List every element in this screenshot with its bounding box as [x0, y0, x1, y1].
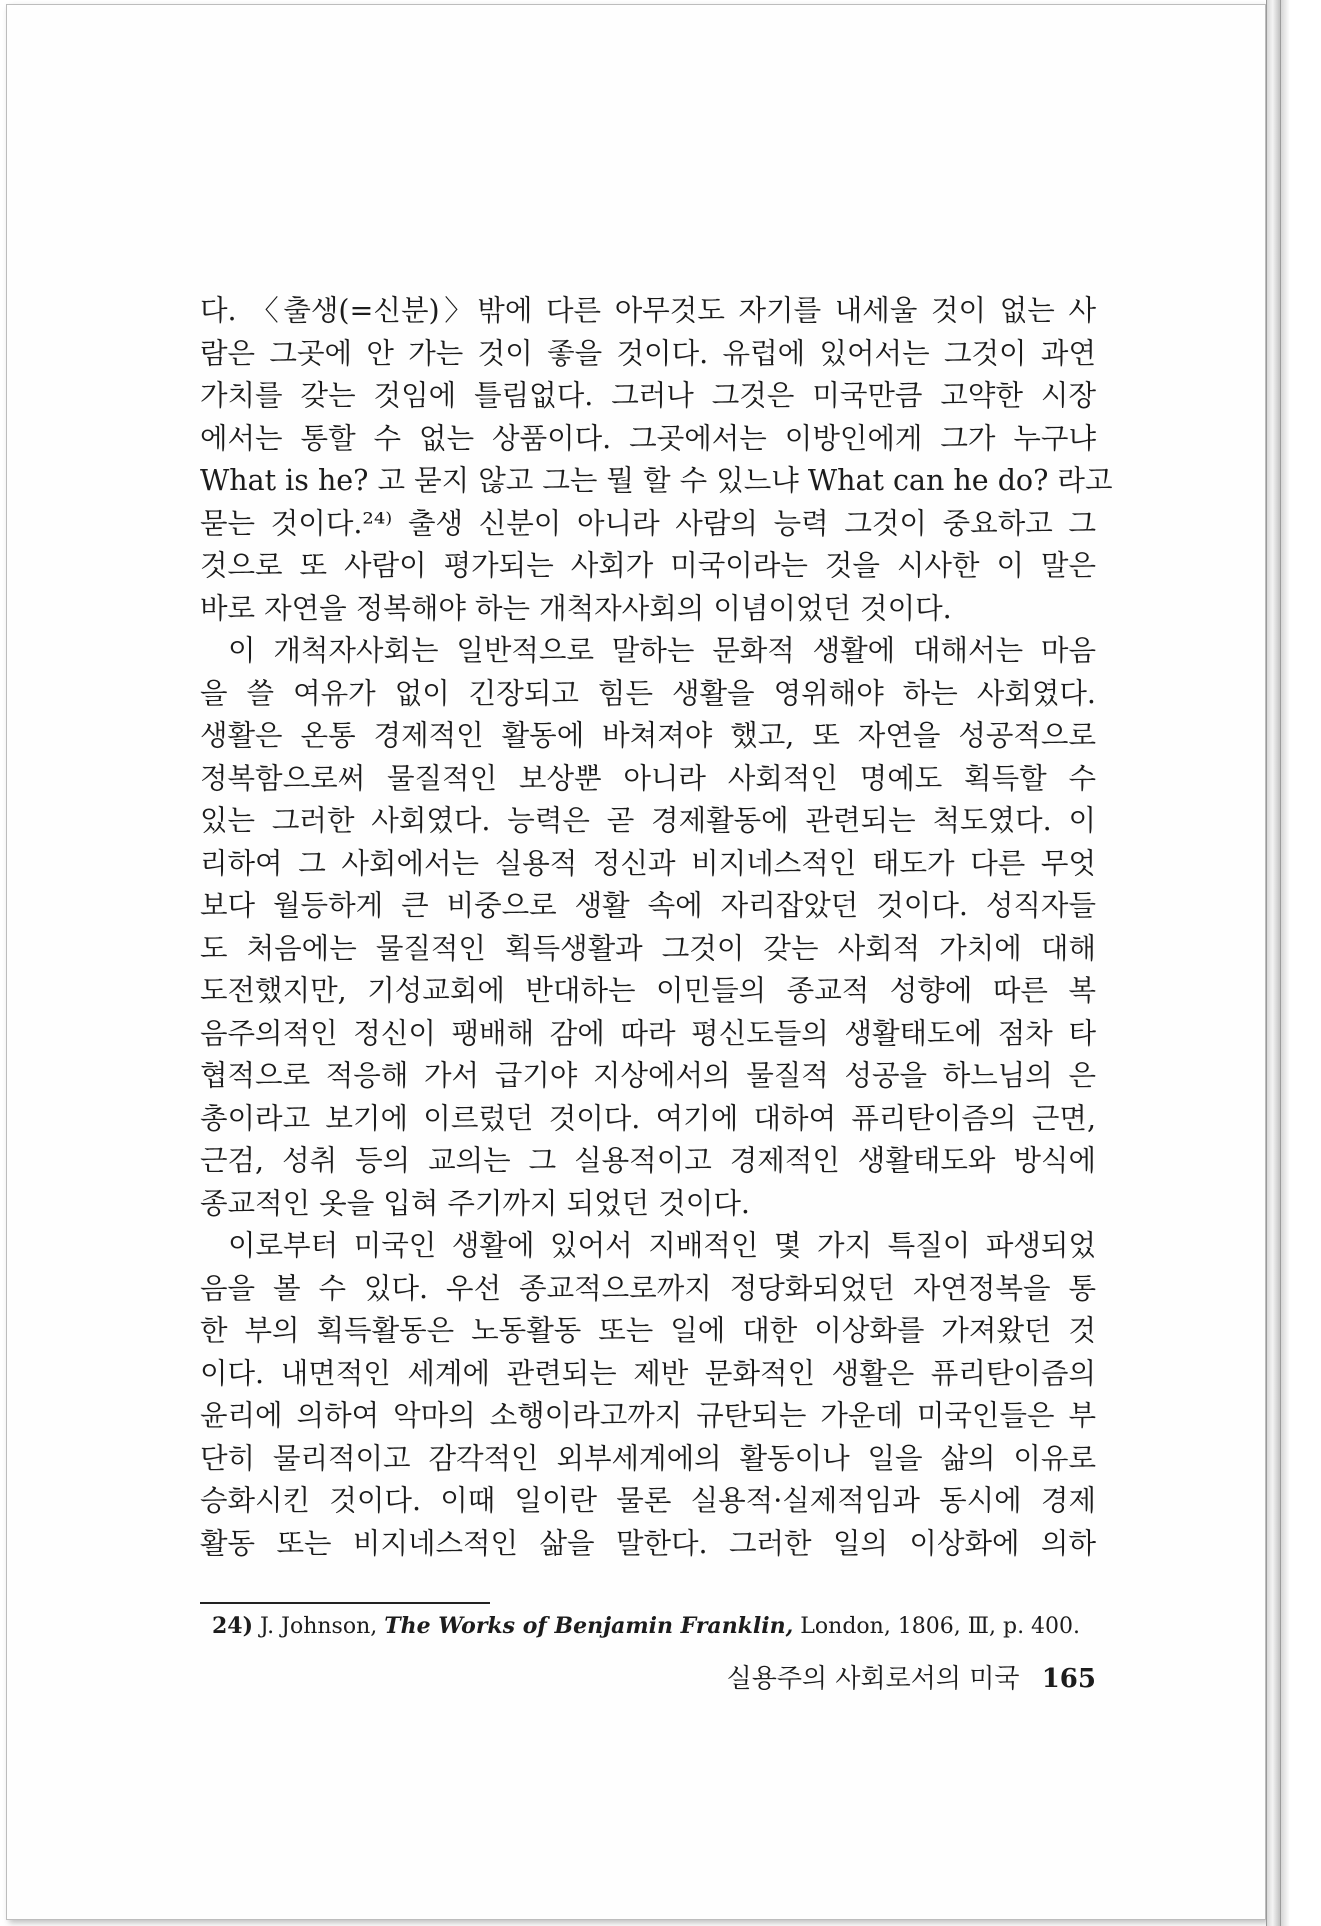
- footnote-title: The Works of Benjamin Franklin,: [384, 1613, 794, 1639]
- running-footer: [700, 1662, 1096, 1696]
- text-line: 묻는 것이다.²⁴⁾ 출생 신분이 아니라 사람의 능력 그것이 중요하고 그: [200, 506, 1096, 540]
- text-line: 이로부터 미국인 생활에 있어서 지배적인 몇 가지 특질이 파생되었: [228, 1229, 1096, 1262]
- text-line: 총이라고 보기에 이르렀던 것이다. 여기에 대하여 퓨리탄이즘의 근면,: [200, 1101, 1096, 1135]
- text-line: 보다 월등하게 큰 비중으로 생활 속에 자리잡았던 것이다. 성직자들: [200, 889, 1096, 922]
- text-line: 윤리에 의하여 악마의 소행이라고까지 규탄되는 가운데 미국인들은 부: [200, 1399, 1096, 1432]
- text-line: 정복함으로써 물질적인 보상뿐 아니라 사회적인 명예도 획득할 수: [200, 761, 1096, 795]
- text-line: 을 쓸 여유가 없이 긴장되고 힘든 생활을 영위해야 하는 사회였다.: [200, 676, 1096, 710]
- text-line: 도전했지만, 기성교회에 반대하는 이민들의 종교적 성향에 따른 복: [200, 974, 1096, 1007]
- text-line: 이 개척자사회는 일반적으로 말하는 문화적 생활에 대해서는 마음: [228, 634, 1096, 667]
- text-line: 근검, 성취 등의 교의는 그 실용적이고 경제적인 생활태도와 방식에: [200, 1144, 1096, 1177]
- text-line: 협적으로 적응해 가서 급기야 지상에서의 물질적 성공을 하느님의 은: [200, 1059, 1096, 1092]
- text-line: 활동 또는 비지네스적인 삶을 말한다. 그러한 일의 이상화에 의하: [200, 1526, 1096, 1560]
- text-line: 생활은 온통 경제적인 활동에 바쳐져야 했고, 또 자연을 성공적으로: [200, 719, 1096, 752]
- page-edge-spine: [1266, 0, 1281, 1926]
- text-line: 가치를 갖는 것임에 틀림없다. 그러나 그것은 미국만큼 고약한 시장: [200, 379, 1096, 412]
- text-line: 에서는 통할 수 없는 상품이다. 그곳에서는 이방인에게 그가 누구냐: [200, 421, 1096, 455]
- text-line: What is he? 고 묻지 않고 그는 뭘 할 수 있느냐 What can he do? 라고: [200, 464, 1113, 497]
- page-number: 165: [1041, 1664, 1096, 1694]
- text-line: 승화시킨 것이다. 이때 일이란 물론 실용적·실제적임과 동시에 경제: [200, 1484, 1096, 1517]
- running-title: 실용주의 사회로서의 미국: [726, 1664, 1020, 1694]
- footnote: [212, 1610, 1080, 1643]
- text-line: 바로 자연을 정복해야 하는 개척자사회의 이념이었던 것이다.: [200, 591, 952, 625]
- footnote-details: London, 1806, Ⅲ, p. 400.: [800, 1614, 1081, 1639]
- text-line: 다. 〈출생(=신분)〉밖에 다른 아무것도 자기를 내세울 것이 없는 사: [200, 294, 1096, 327]
- text-line: 있는 그러한 사회였다. 능력은 곧 경제활동에 관련되는 척도였다. 이: [200, 804, 1096, 837]
- text-line: 람은 그곳에 안 가는 것이 좋을 것이다. 유럽에 있어서는 그것이 과연: [200, 336, 1096, 370]
- footnote-author: J. Johnson,: [260, 1614, 378, 1639]
- text-line: 것으로 또 사람이 평가되는 사회가 미국이라는 것을 시사한 이 말은: [200, 549, 1096, 582]
- footnote-divider: [200, 1602, 490, 1604]
- text-line: 단히 물리적이고 감각적인 외부세계에의 활동이나 일을 삶의 이유로: [200, 1441, 1096, 1475]
- footnote-marker: 24): [212, 1613, 254, 1639]
- text-line: 도 처음에는 물질적인 획득생활과 그것이 갖는 사회적 가치에 대해: [200, 931, 1096, 965]
- text-line: 음주의적인 정신이 팽배해 감에 따라 평신도들의 생활태도에 점차 타: [200, 1016, 1096, 1050]
- text-line: 한 부의 획득활동은 노동활동 또는 일에 대한 이상화를 가져왔던 것: [200, 1314, 1096, 1347]
- text-line: 음을 볼 수 있다. 우선 종교적으로까지 정당화되었던 자연정복을 통: [200, 1271, 1096, 1305]
- page-edge-shadow: [1280, 0, 1290, 1926]
- text-line: 이다. 내면적인 세계에 관련되는 제반 문화적인 생활은 퓨리탄이즘의: [200, 1356, 1096, 1390]
- text-line: 리하여 그 사회에서는 실용적 정신과 비지네스적인 태도가 다른 무엇: [200, 846, 1096, 880]
- text-line: 종교적인 옷을 입혀 주기까지 되었던 것이다.: [200, 1186, 750, 1220]
- body-text: [200, 290, 1113, 1565]
